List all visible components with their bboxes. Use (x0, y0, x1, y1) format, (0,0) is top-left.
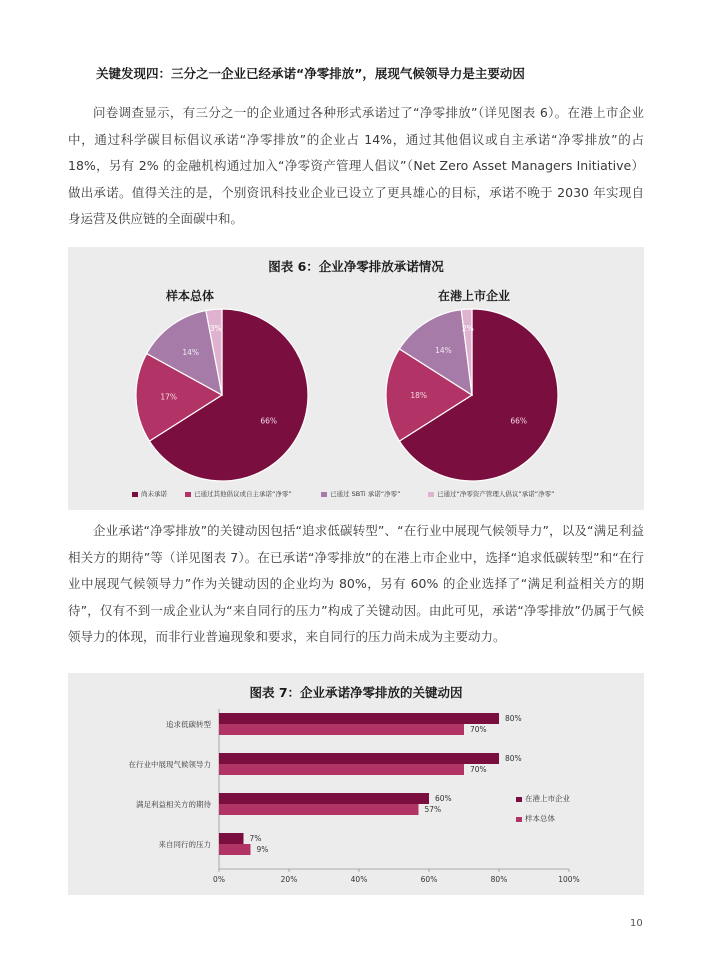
bar-label-0-0: 80% (505, 714, 522, 723)
x-tick-label-0: 0% (213, 875, 225, 884)
bar-label-1-0: 80% (505, 754, 522, 763)
legend-swatch-listed (516, 797, 522, 802)
figure-6-legend-item-0 (132, 489, 167, 498)
category-label-3: 来自同行的压力 (158, 840, 211, 849)
figure-6-panel (68, 247, 644, 510)
bar-0-0 (219, 713, 499, 724)
pie-0-label-2: 14% (182, 347, 199, 357)
pie-1-label-2: 14% (435, 345, 452, 355)
x-tick-label-1: 20% (280, 875, 298, 884)
pie-1-label-1: 18% (410, 391, 428, 400)
pie-1-label-0: 66% (510, 416, 528, 426)
bar-label-3-0: 7% (249, 834, 262, 843)
figure-7-panel (68, 673, 644, 895)
bar-3-0 (219, 833, 244, 844)
body-paragraph-1: 问卷调查显示，有三分之一的企业通过各种形式承诺过了“净零排放”（详见图表 6）。在港上市企业中，通过科学碳目标倡议承诺“净零排放”的企业占 14%，通过其他倡议或自主承诺“净零排放”的占 18%，另有 2% 的金融机构通过加入“净零资产管理人倡议”（Net Zero Asset Managers Initiative）做出承诺。值得关注的是，个别资讯科技业企业已设立了更具雄心的目标，承诺不晚于 2030 年实现自身运营及供应链的全面碳中和。 (68, 105, 644, 227)
figure-7-title: 图表 7：企业承诺净零排放的关键动因 (249, 685, 463, 700)
figure-6-legend-swatch-1 (185, 492, 191, 497)
pie-0-label-3: 3% (209, 324, 222, 334)
bar-1-0 (219, 753, 499, 764)
pie-0-label-1: 17% (160, 392, 178, 402)
legend-item-overall (516, 813, 555, 824)
figure-6-legend-item-2 (321, 489, 401, 498)
x-tick-label-3: 60% (420, 875, 438, 884)
category-label-2: 满足利益相关方的期待 (136, 800, 211, 809)
pie-1-label-3: 2% (461, 324, 474, 334)
legend-label-listed: 在港上市企业 (525, 794, 570, 803)
bar-label-2-1: 57% (424, 805, 442, 814)
pie-0-label-0: 66% (260, 416, 278, 426)
figure-6-legend-swatch-3 (428, 492, 434, 497)
page-number: 10 (630, 918, 643, 929)
section-heading: 关键发现四：三分之一企业已经承诺“净零排放”，展现气候领导力是主要动因 (96, 66, 525, 81)
category-label-0: 追求低碳转型 (166, 720, 211, 729)
bar-label-1-1: 70% (470, 765, 487, 774)
bar-label-0-1: 70% (470, 725, 487, 734)
pie-title-listed: 在港上市企业 (437, 289, 510, 303)
x-tick-label-4: 80% (490, 875, 508, 884)
x-tick-label-5: 100% (558, 875, 580, 884)
pie-title-overall: 样本总体 (165, 289, 214, 303)
category-label-1: 在行业中展现气候领导力 (128, 760, 211, 769)
pie-charts (68, 247, 644, 487)
bar-label-3-1: 9% (256, 845, 269, 854)
bar-2-1 (219, 804, 419, 815)
bar-2-0 (219, 793, 429, 804)
figure-6-legend-label-1: 已通过其他倡议或自主承诺“净零” (194, 490, 292, 498)
bar-label-2-0: 60% (435, 794, 452, 803)
bar-0-1 (219, 724, 464, 735)
legend-label-overall: 样本总体 (525, 814, 555, 823)
figure-6-legend-label-2: 已通过 SBTi 承诺“净零” (330, 490, 401, 498)
body-paragraph-2: 企业承诺“净零排放”的关键动因包括“追求低碳转型”、“在行业中展现气候领导力”，以及“满足利益相关方的期待”等（详见图表 7）。在已承诺“净零排放”的在港上市企业中，选择“追求低碳转型”和“在行业中展现气候领导力”作为关键动因的企业均为 80%，另有 60% 的企业选择了“满足利益相关方的期待”，仅有不到一成企业认为“来自同行的压力”构成了关键动因。由此可见，承诺“净零排放”仍属于气候领导力的体现，而非行业普遍现象和要求，来自同行的压力尚未成为主要动力。 (68, 523, 644, 645)
figure-6-legend-label-0: 尚未承诺 (141, 490, 167, 498)
figure-6-title: 图表 6：企业净零排放承诺情况 (268, 259, 444, 274)
bar-3-1 (219, 844, 251, 855)
figure-6-legend-item-3 (428, 489, 554, 498)
legend-item-listed (516, 793, 570, 804)
figure-6-legend-item-1 (185, 489, 292, 498)
figure-6-legend-swatch-0 (132, 492, 138, 497)
figure-6-legend-swatch-2 (321, 492, 327, 497)
bar-1-1 (219, 764, 464, 775)
figure-6-legend-label-3: 已通过“净零资产管理人倡议”承诺“净零” (437, 490, 555, 498)
bar-chart (68, 673, 644, 895)
x-tick-label-2: 40% (350, 875, 368, 884)
legend-swatch-overall (516, 817, 522, 822)
